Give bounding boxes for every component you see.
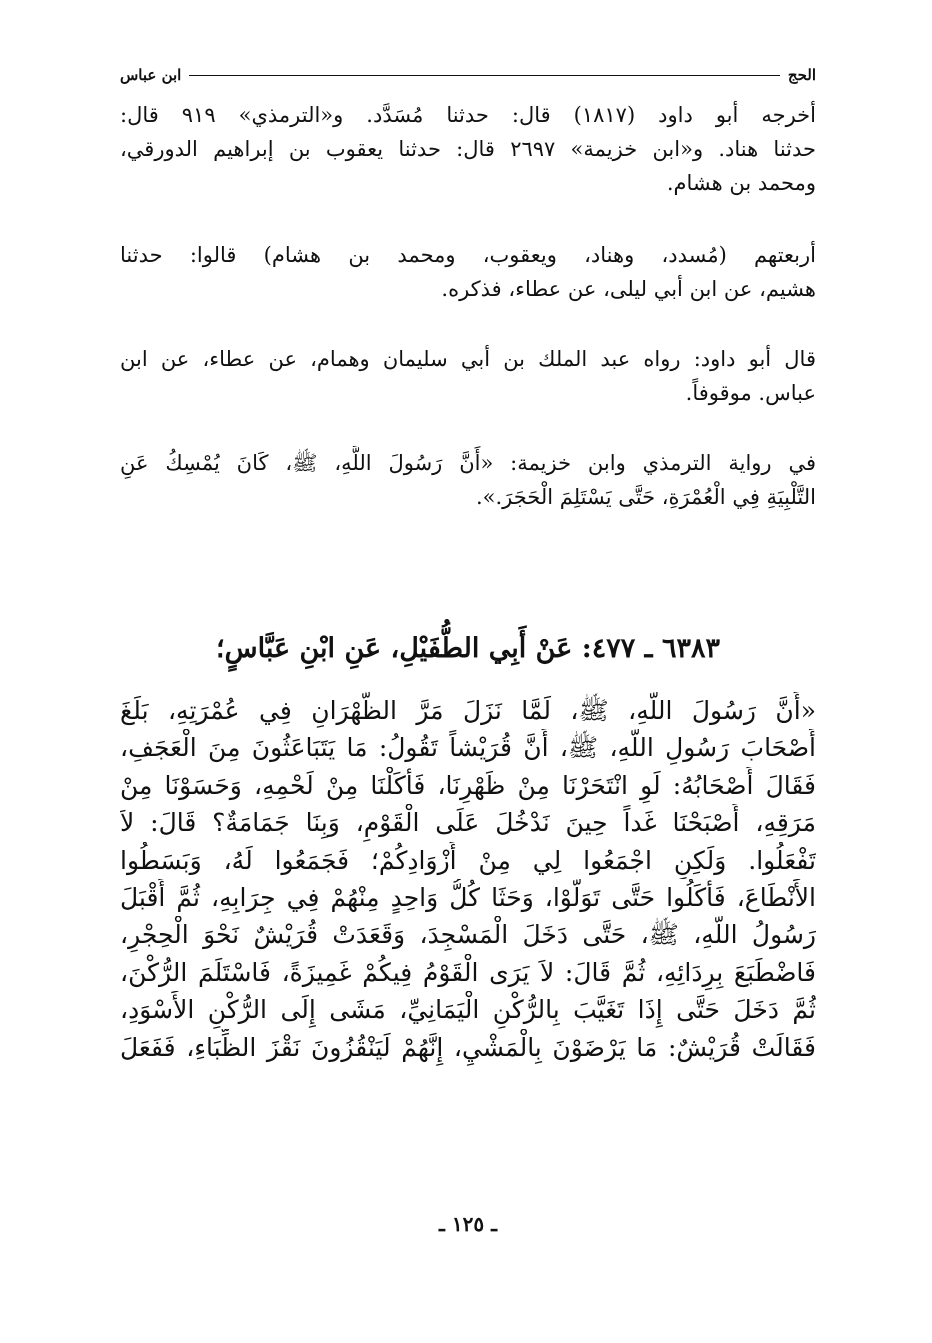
takhrij-paragraph-4 xyxy=(120,446,816,514)
text-line: مَرَقِهِ، أَصْبَحْنَا غَداً حِينَ نَدْخُلَ عَلَى الْقَوْمِ، وَبِنَا جَمَامَةٌ؟ قَالَ: لاَ xyxy=(120,808,816,838)
hadith-text xyxy=(120,692,816,1066)
text-line: حدثنا هناد. و«ابن خزيمة» ٢٦٩٧ قال: حدثنا يعقوب بن إبراهيم الدورقي، xyxy=(120,137,816,161)
text-line: عباس. موقوفاً. xyxy=(685,381,816,405)
takhrij-paragraph-3 xyxy=(120,342,816,410)
text-line: ثُمَّ دَخَلَ حَتَّى إِذَا تَغَيَّبَ بِالرُّكْنِ الْيَمَانِيِّ، مَشَى إِلَى الرُّكْنِ الأَسْوَدِ، xyxy=(120,995,816,1025)
text-line: رَسُولُ اللَّهِ، ﷺ، حَتَّى دَخَلَ الْمَسْجِدَ، وَقَعَدَتْ قُرَيْشٌ نَحْوَ الْحِجْرِ، xyxy=(120,920,816,950)
text-line: التَّلْبِيَةِ فِي الْعُمْرَةِ، حَتَّى يَسْتَلِمَ الْحَجَرَ.». xyxy=(475,485,816,509)
text-line: فَقَالَتْ قُرَيْشٌ: مَا يَرْضَوْنَ بِالْمَشْيِ، إِنَّهُمْ لَيَنْقُزُونَ نَقْزَ الظِّبَاءِ، فَفَعَلَ xyxy=(120,1032,816,1062)
takhrij-paragraph-1 xyxy=(120,98,816,200)
text-line: أَصْحَابَ رَسُولِ اللَّهِ، ﷺ، أَنَّ قُرَيْشاً تَقُولُ: مَا يَتَبَاعَثُونَ مِنَ الْعَجَفِ، xyxy=(120,733,816,763)
running-head-rule xyxy=(189,75,780,76)
text-line: هشيم، عن ابن أبي ليلى، عن عطاء، فذكره. xyxy=(441,277,816,301)
text-line: قال أبو داود: رواه عبد الملك بن أبي سليمان وهمام، عن عطاء، عن ابن xyxy=(120,347,816,371)
text-line: ومحمد بن هشام. xyxy=(666,171,816,195)
text-line: في رواية الترمذي وابن خزيمة: «أَنَّ رَسُولَ اللَّهِ، ﷺ، كَانَ يُمْسِكُ عَنِ xyxy=(120,451,816,475)
text-line: الأَنْطَاعَ، فَأَكَلُوا حَتَّى تَوَلَّوْا، وَحَثَا كُلُّ وَاحِدٍ مِنْهُمْ فِي جِرَابِهِ، ثُمَّ أَقْبَلَ xyxy=(120,882,816,912)
text-line: «أَنَّ رَسُولَ اللَّهِ، ﷺ، لَمَّا نَزَلَ مَرَّ الظَّهْرَانِ فِي عُمْرَتِهِ، بَلَغَ xyxy=(120,696,816,725)
running-head-narrator: ابن عباس xyxy=(120,66,182,84)
text-line: تَفْعَلُوا. وَلَكِنِ اجْمَعُوا لِي مِنْ أَزْوَادِكُمْ؛ فَجَمَعُوا لَهُ، وَبَسَطُوا xyxy=(120,845,816,875)
text-line: فَاضْطَبَعَ بِرِدَائِهِ، ثُمَّ قَالَ: لاَ يَرَى الْقَوْمُ فِيكُمْ غَمِيزَةً، فَاسْتَلَمَ الرُّكْنَ، xyxy=(120,957,816,987)
running-head-chapter: الحج xyxy=(787,66,816,84)
hadith-heading: ٦٣٨٣ ـ ٤٧٧: عَنْ أَبِي الطُّفَيْلِ، عَنِ ابْنِ عَبَّاسٍ؛ xyxy=(216,633,720,664)
text-line: فَقَالَ أَصْحَابُهُ: لَوِ انْتَحَرْنَا مِنْ ظَهْرِنَا، فَأَكَلْنَا مِنْ لَحْمِهِ، وَحَسَوْنَا مِنْ xyxy=(120,770,816,800)
text-line: أربعتهم (مُسدد، وهناد، ويعقوب، ومحمد بن هشام) قالوا: حدثنا xyxy=(120,243,816,267)
page-number: ـ ١٢٥ ـ xyxy=(439,1212,497,1236)
running-head xyxy=(120,62,816,88)
takhrij-paragraph-2 xyxy=(120,238,816,306)
book-page xyxy=(120,62,816,1322)
text-line: أخرجه أبو داود (١٨١٧) قال: حدثنا مُسَدَّد. و«الترمذي» ٩١٩ قال: xyxy=(120,103,816,127)
